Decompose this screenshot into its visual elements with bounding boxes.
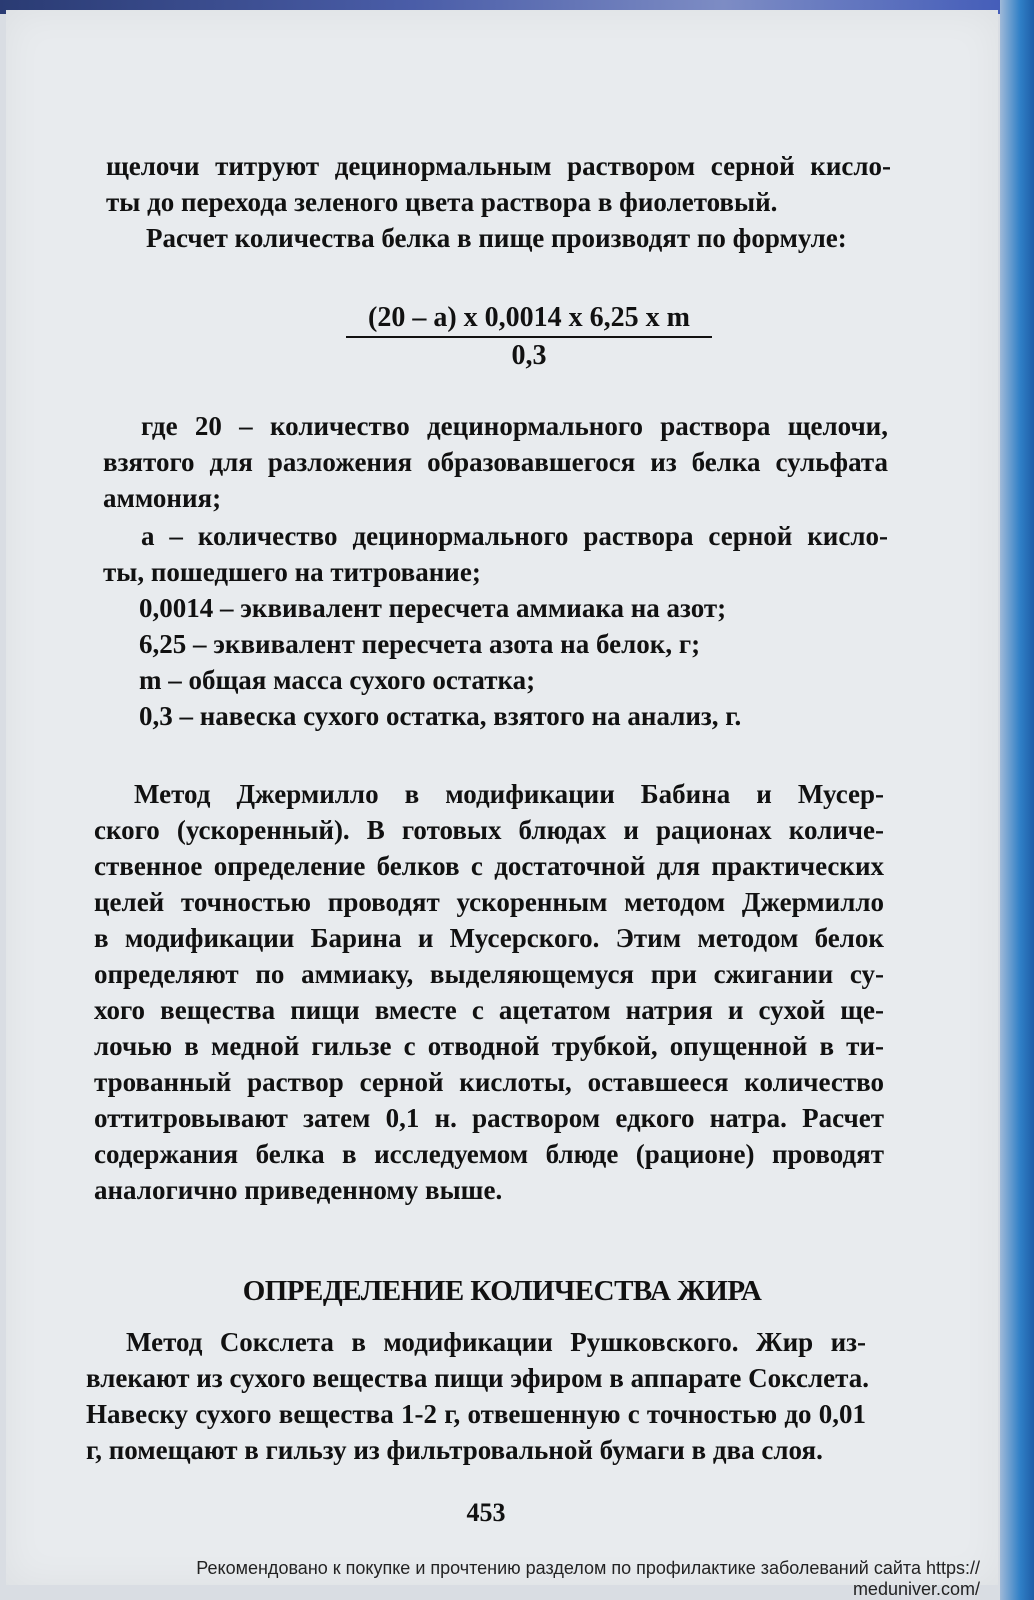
book-edge-right xyxy=(1000,0,1034,1600)
book-page xyxy=(6,10,998,1585)
text-line: влекают из сухого вещества пищи эфиром в аппарате Сокслета. xyxy=(86,1363,869,1393)
text-line: взятого для разложения образовавшегося из белка сульфата xyxy=(103,447,888,477)
text-line: 0,0014 – эквивалент пересчета аммиака на азот; xyxy=(139,593,727,623)
text-line: г, помещают в гильзу из фильтровальной бумаги в два слоя. xyxy=(86,1435,823,1465)
formula-numerator: (20 – а) х 0,0014 х 6,25 х m xyxy=(346,302,712,338)
text-line: 0,3 – навеска сухого остатка, взятого на анализ, г. xyxy=(139,701,742,731)
text-line: ственное определение белков с достаточной для практических xyxy=(94,851,884,881)
text-line: оттитровывают затем 0,1 н. раствором едкого натра. Расчет xyxy=(94,1103,884,1133)
text-line: m – общая масса сухого остатка; xyxy=(139,665,536,695)
text-line: целей точностью проводят ускоренным методом Джермилло xyxy=(94,887,884,917)
method-soxhlet-paragraph xyxy=(86,1324,869,1468)
text-line: содержания белка в исследуемом блюде (рационе) проводят xyxy=(94,1139,884,1169)
text-line: Метод Джермилло в модификации Бабина и Мусер- xyxy=(134,779,884,809)
text-line: Навеску сухого вещества 1-2 г, отвешенную с точностью до 0,01 xyxy=(86,1399,866,1429)
page-number: 453 xyxy=(466,1498,506,1527)
text-line: в модификации Барина и Мусерского. Этим методом белок xyxy=(94,923,884,953)
text-line: ты, пошедшего на титрование; xyxy=(103,557,481,587)
text-line: а – количество децинормального раствора серной кисло- xyxy=(141,521,888,551)
footer-line: Рекомендовано к покупке и прочтению разделом по профилактике заболеваний сайта https:// xyxy=(196,1558,980,1578)
text-line: ты до перехода зеленого цвета раствора в фиолетовый. xyxy=(106,187,778,217)
intro-paragraph xyxy=(106,148,891,256)
text-line: лочью в медной гильзе с отводной трубкой, опущенной в ти- xyxy=(94,1031,884,1061)
section-heading: ОПРЕДЕЛЕНИЕ КОЛИЧЕСТВА ЖИРА xyxy=(242,1275,762,1307)
text-line: ского (ускоренный). В готовых блюдах и рационах количе- xyxy=(94,815,884,845)
text-line: трованный раствор серной кислоты, оставшееся количество xyxy=(94,1067,884,1097)
footer-recommendation xyxy=(80,1558,980,1600)
text-line: аммония; xyxy=(103,483,222,513)
formula-denominator: 0,3 xyxy=(511,340,547,371)
text-line: хого вещества пищи вместе с ацетатом натрия и сухой ще- xyxy=(94,995,884,1025)
method-germillo-paragraph xyxy=(94,776,884,1208)
where-section xyxy=(103,408,888,734)
text-line: Метод Сокслета в модификации Рушковского. Жир из- xyxy=(126,1327,866,1357)
text-line: аналогично приведенному выше. xyxy=(94,1175,503,1205)
text-line: 6,25 – эквивалент пересчета азота на белок, г; xyxy=(139,629,701,659)
text-line: щелочи титруют децинормальным раствором серной кисло- xyxy=(106,151,891,181)
footer-line: meduniver.com/ xyxy=(852,1579,980,1599)
text-line: где 20 – количество децинормального раствора щелочи, xyxy=(141,411,888,441)
text-line: Расчет количества белка в пище производят по формуле: xyxy=(146,223,847,253)
text-line: определяют по аммиаку, выделяющемуся при сжигании су- xyxy=(94,959,884,989)
